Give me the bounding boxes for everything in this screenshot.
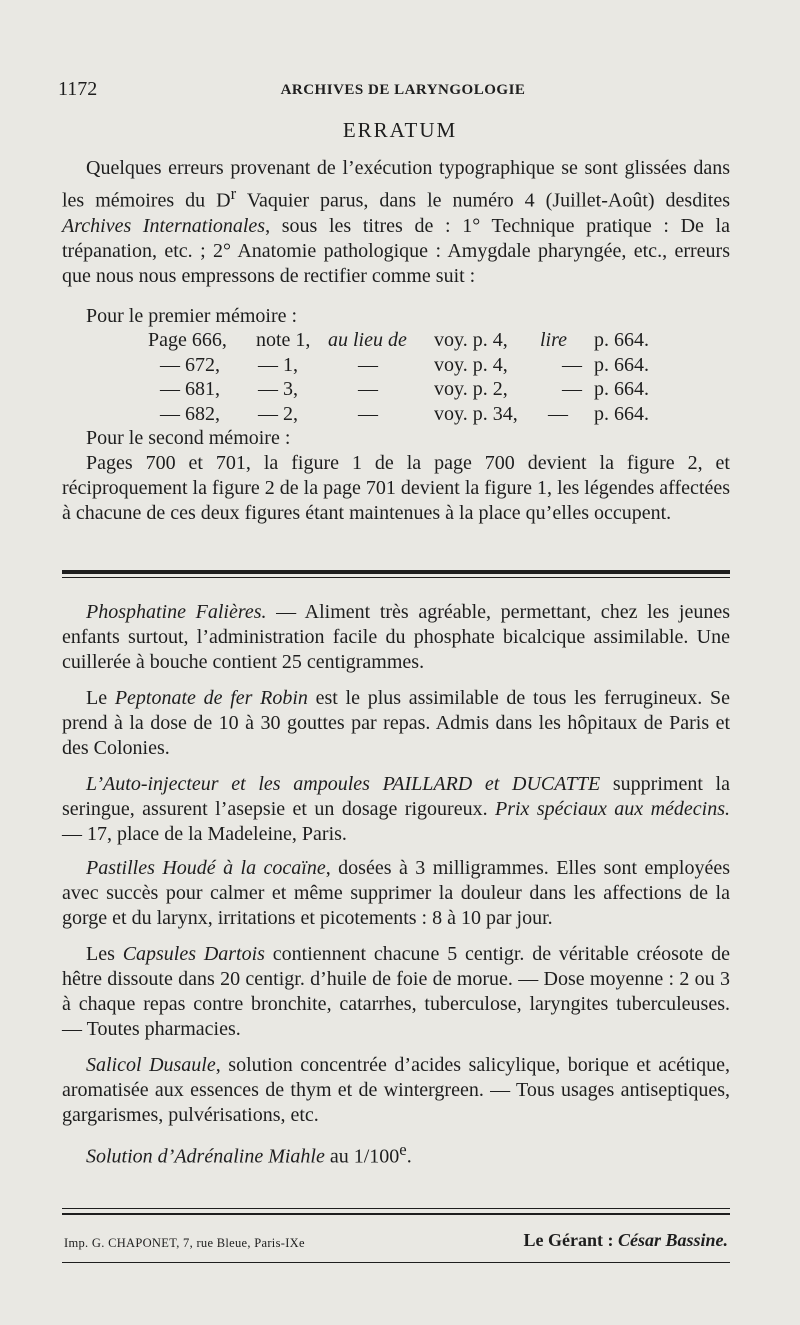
footer-divider-thick	[62, 1213, 730, 1215]
ad-phosphatine: Phosphatine Falières. — Aliment très agréable, permettant, chez les jeunes enfants surtout, l’administration facile du phosphate bicalcique assimilable. Une cuillerée à bouche contient 25 centigrammes.	[62, 601, 730, 673]
page-number: 1172	[58, 78, 98, 100]
ad-adrenaline: Solution d’Adrénaline Miahle au 1/100e.	[86, 1140, 412, 1168]
printer-imprint: Imp. G. CHAPONET, 7, rue Bleue, Paris-IXe	[64, 1236, 305, 1250]
footer-divider-thin	[62, 1208, 730, 1209]
ad-salicol: Salicol Dusaule, solution concentrée d’acides salicylique, borique et acétique, aromatisée aux essences de thym et de wintergreen. — Tous usages antiseptiques, gargarismes, pulvérisations, etc.	[62, 1054, 730, 1126]
footer-bottom-rule	[62, 1262, 730, 1263]
first-memoir-label: Pour le premier mémoire :	[86, 305, 298, 327]
correction-row: — 681, — 3, — voy. p. 2, — p. 664.	[160, 378, 649, 400]
section-divider-thin	[62, 577, 730, 578]
page-header	[52, 78, 724, 102]
section-divider-thick	[62, 570, 730, 574]
corrections-table	[62, 328, 730, 426]
running-head: ARCHIVES DE LARYNGOLOGIE	[280, 82, 526, 98]
correction-row: — 672, — 1, — voy. p. 4, — p. 664.	[160, 353, 649, 376]
gerant-signature: Le Gérant : César Bassine.	[523, 1230, 728, 1250]
ad-pastilles: Pastilles Houdé à la cocaïne, dosées à 3 milligrammes. Elles sont employées avec succès pour calmer et même supprimer la douleur dans les affections de la gorge et du larynx, irritations et picotements : 8 à 10 par jour.	[62, 857, 730, 929]
erratum-title: ERRATUM	[342, 118, 458, 142]
ad-auto-injecteur: L’Auto-injecteur et les ampoules PAILLARD et DUCATTE suppriment la seringue, assurent l’asepsie et un dosage rigoureux. Prix spéciaux aux médecins. — 17, place de la Madeleine, Paris.	[62, 773, 730, 845]
second-memoir-paragraph: Pages 700 et 701, la figure 1 de la page 700 devient la figure 2, et réciproquement la figure 2 de la page 701 devient la figure 1, les légendes affectées à chacune de ces deux figures étant maintenues à la place qu’elles occupent.	[62, 452, 730, 524]
ad-capsules: Les Capsules Dartois contiennent chacune 5 centigr. de véritable créosote de hêtre dissoute dans 20 centigr. d’huile de foie de morue. — Dose moyenne : 2 ou 3 à chaque repas contre bronchite, catarrhes, tuberculose, laryngites tuberculeuses. — Toutes pharmacies.	[62, 943, 730, 1040]
ad-peptonate: Le Peptonate de fer Robin est le plus assimilable de tous les ferrugineux. Se prend à la dose de 10 à 30 gouttes par repas. Admis dans les hôpitaux de Paris et des Colonies.	[62, 687, 731, 759]
correction-row: — 682, — 2, — voy. p. 34, — p. 664.	[160, 402, 649, 425]
correction-row: Page 666, note 1, au lieu de voy. p. 4, lire p. 664.	[148, 329, 649, 351]
second-memoir-label: Pour le second mémoire :	[86, 427, 291, 449]
erratum-paragraph: Quelques erreurs provenant de l’exécution typographique se sont glissées dans les mémoires du $D^r$ Vaquier parus, dans le numéro 4 (Juillet-Août) desdites Archives Internationales, sous les titres de : 1° Technique pratique : De la trépanation, etc. ; 2° Anatomie pathologique : Amygdale pharyngée, etc., erreurs que nous nous empressons de rectifier comme suit :	[62, 157, 730, 287]
advertisements	[62, 600, 730, 1181]
